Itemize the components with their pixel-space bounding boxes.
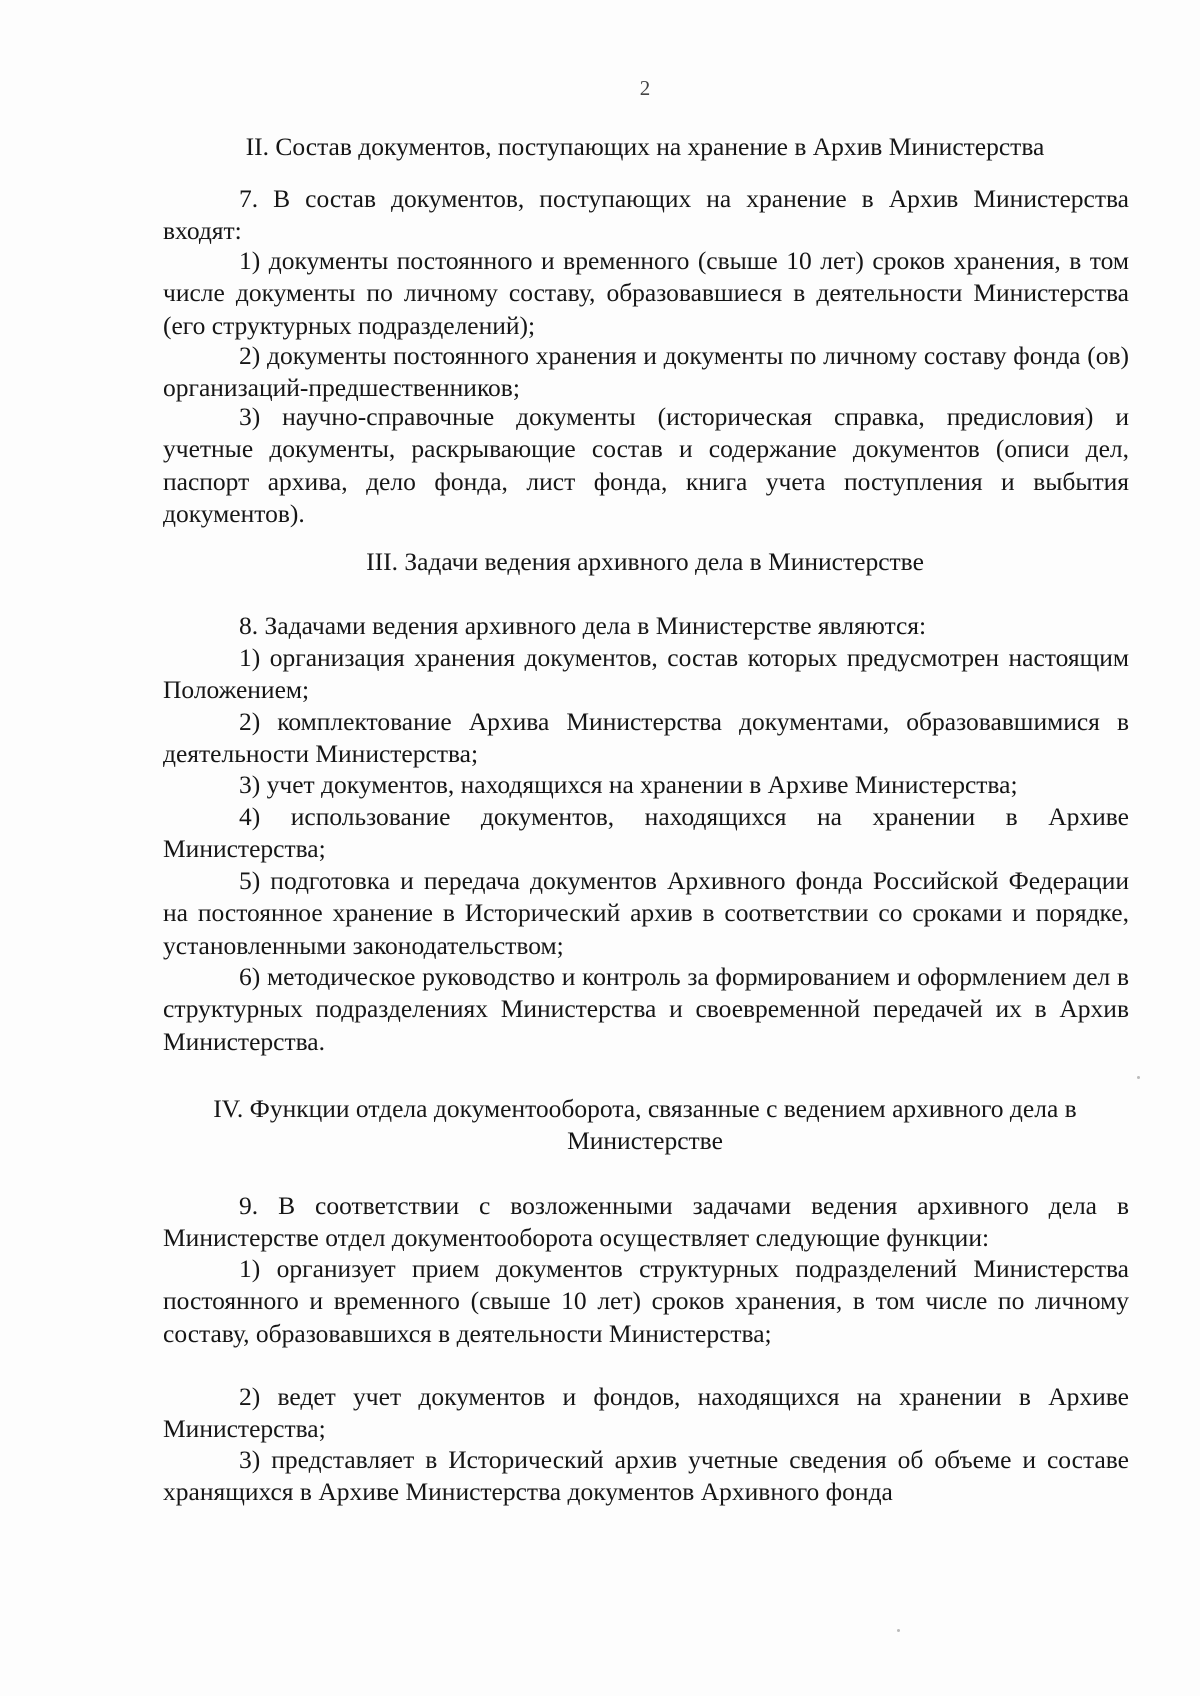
section-heading-ii: II. Состав документов, поступающих на хранение в Архив Министерства — [245, 132, 1045, 161]
paragraph-8: 8. Задачами ведения архивного дела в Министерстве являются: — [239, 611, 927, 640]
paragraph-8-item-6: 6) методическое руководство и контроль за формированием и оформлением дел в структурных подразделениях Министерства и своевременной передачей их в Архив Министерства. — [163, 962, 1129, 1056]
paragraph-9-item-2: 2) ведет учет документов и фондов, находящихся на хранении в Архиве Министерства; — [163, 1382, 1129, 1444]
scan-speck — [1137, 1076, 1140, 1079]
paragraph-7-item-2: 2) документы постоянного хранения и документы по личному составу фонда (ов) организаций-предшественников; — [163, 341, 1129, 403]
section-heading-iv: IV. Функции отдела документооборота, связанные с ведением архивного дела в Министерстве — [213, 1094, 1077, 1155]
scan-speck — [897, 1629, 900, 1632]
paragraph-8-item-3: 3) учет документов, находящихся на хранении в Архиве Министерства; — [239, 770, 1018, 799]
paragraph-9: 9. В соответствии с возложенными задачами ведения архивного дела в Министерстве отдел документооборота осуществляет следующие функции: — [163, 1191, 1129, 1253]
section-heading-iii: III. Задачи ведения архивного дела в Министерстве — [366, 547, 924, 576]
paragraph-9-item-1: 1) организует прием документов структурных подразделений Министерства постоянного и временного (свыше 10 лет) сроков хранения, в том числе по личному составу, образовавшихся в деятельности Министерства; — [163, 1254, 1129, 1348]
paragraph-9-item-3: 3) представляет в Исторический архив учетные сведения об объеме и составе хранящихся в Архиве Министерства документов Архивного фонда — [163, 1445, 1129, 1507]
paragraph-8-item-5: 5) подготовка и передача документов Архивного фонда Российской Федерации на постоянное хранение в Исторический архив в соответствии со сроками и порядке, установленными законодательством; — [163, 866, 1129, 960]
paragraph-8-item-1: 1) организация хранения документов, состав которых предусмотрен настоящим Положением; — [163, 643, 1129, 705]
page-number: 2 — [639, 76, 651, 100]
paragraph-8-item-4: 4) использование документов, находящихся на хранении в Архиве Министерства; — [163, 802, 1129, 864]
paragraph-7-item-1: 1) документы постоянного и временного (свыше 10 лет) сроков хранения, в том числе документы по личному составу, образовавшиеся в деятельности Министерства (его структурных подразделений); — [163, 246, 1129, 340]
paragraph-7-item-3: 3) научно-справочные документы (историческая справка, предисловия) и учетные документы, раскрывающие состав и содержание документов (описи дел, паспорт архива, дело фонда, лист фонда, книга учета поступления и выбытия документов). — [163, 402, 1129, 529]
paragraph-8-item-2: 2) комплектование Архива Министерства документами, образовавшимися в деятельности Министерства; — [163, 707, 1129, 769]
paragraph-7: 7. В состав документов, поступающих на хранение в Архив Министерства входят: — [163, 184, 1129, 246]
